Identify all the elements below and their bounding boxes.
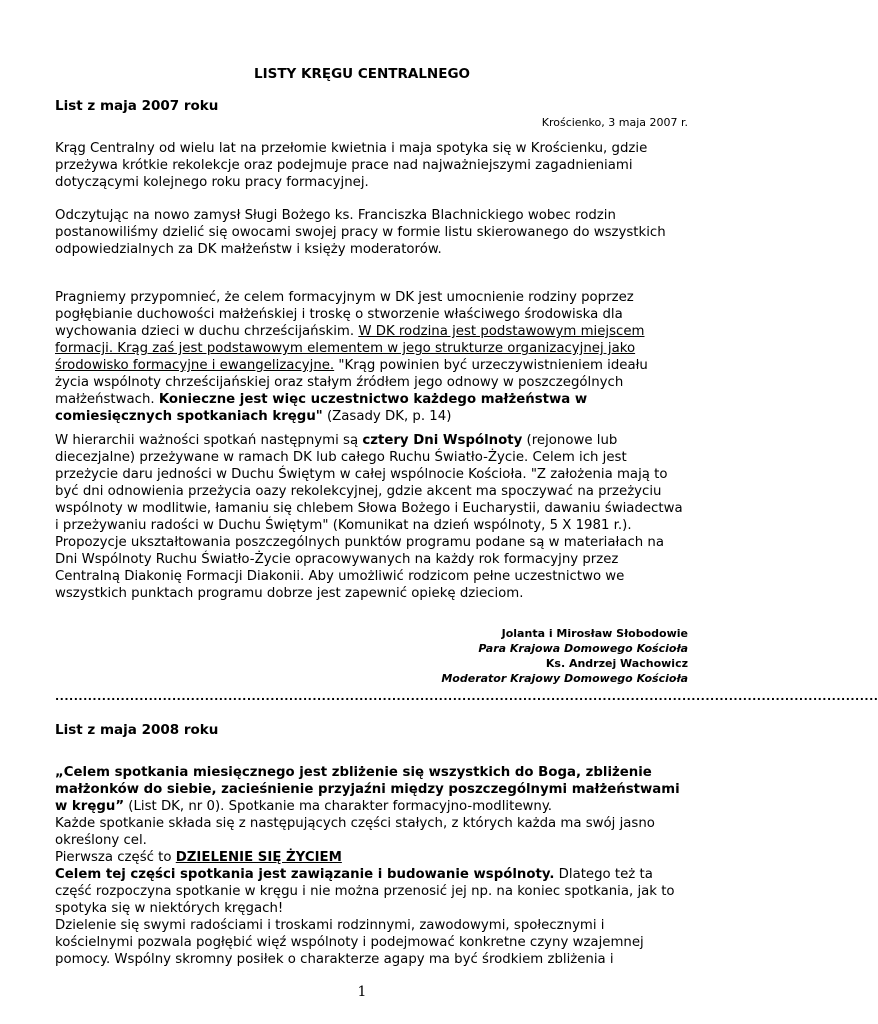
text-line: Każde spotkanie składa się z następujących części stałych, z których każda ma swój jasno: [55, 816, 655, 831]
text-line: [55, 323, 695, 340]
text-line: odpowiedzialnych za DK małżeństw i księży moderatorów.: [55, 242, 442, 257]
bold-text: comiesięcznych spotkaniach kręgu": [55, 409, 323, 424]
bold-text: cztery Dni Wspólnoty: [362, 433, 523, 448]
text-line: [55, 408, 695, 425]
text-line: pogłębianie duchowości małżeńskiej i troskę o stworzenie właściwego środowiska dla: [55, 307, 623, 322]
signature-role: Para Krajowa Domowego Kościoła: [478, 642, 688, 655]
text-span: W hierarchii ważności spotkań następnymi są: [55, 433, 363, 448]
signature-block: [441, 626, 688, 686]
signature-name-priest: Ks. Andrzej Wachowicz: [545, 657, 688, 670]
text-line: Propozycje ukształtowania poszczególnych punktów programu podane są w materiałach na: [55, 535, 664, 550]
text-line: [55, 866, 695, 883]
bold-quote-line: małżonków do siebie, zacieśnienie przyjaźni między poszczególnymi małżeństwami: [55, 782, 680, 797]
text-line: dotyczącymi kolejnego roku pracy formacyjnej.: [55, 175, 369, 190]
text-line: wspólnoty w modlitwie, łamaniu się chlebem Słowa Bożego i Eucharystii, dawaniu świadectwa: [55, 501, 683, 516]
signature-names: Jolanta i Mirosław Słobodowie: [501, 627, 688, 640]
underlined-text: formacji. Krąg zaś jest podstawowym elementem w jego strukturze organizacyjnej jako: [55, 341, 636, 356]
text-line: diecezjalne) przeżywane w ramach DK lub całego Ruchu Światło-Życie. Celem ich jest: [55, 450, 627, 465]
text-span: małżeństwach.: [55, 392, 159, 407]
signature-role-priest: Moderator Krajowy Domowego Kościoła: [441, 672, 688, 685]
text-line: życia wspólnoty chrześcijańskiej oraz stałym źródłem jego odnowy w poszczególnych: [55, 375, 624, 390]
text-line: przeżywa krótkie rekolekcje oraz podejmuje prace nad najważniejszymi zagadnieniami: [55, 158, 633, 173]
paragraph-2: [55, 207, 695, 258]
letter-2007-heading: List z maja 2007 roku: [55, 98, 219, 114]
text-span: wychowania dzieci w duchu chrześcijańskim.: [55, 324, 359, 339]
text-span: Dlatego też ta: [554, 867, 653, 882]
text-line: i przeżywaniu radości w Duchu Świętym" (Komunikat na dzień wspólnoty, 5 X 1981 r.).: [55, 518, 632, 533]
bold-text: Celem tej części spotkania jest zawiązanie i budowanie wspólnoty.: [55, 867, 555, 882]
underlined-text: W DK rodzina jest podstawowym miejscem: [358, 324, 645, 339]
text-line: [55, 432, 695, 449]
text-span: "Krąg powinien być urzeczywistnieniem ideału: [334, 358, 648, 373]
text-line: wszystkich punktach programu dobrze jest zapewnić opiekę dzieciom.: [55, 586, 524, 601]
text-line: [55, 357, 695, 374]
text-line: Dni Wspólnoty Ruchu Światło-Życie opracowywanych na każdy rok formacyjny przez: [55, 552, 619, 567]
text-line: [55, 391, 695, 408]
text-span: Pierwsza część to: [55, 850, 176, 865]
text-line: Odczytując na nowo zamysł Sługi Bożego ks. Franciszka Blachnickiego wobec rodzin: [55, 208, 616, 223]
underlined-text: środowisko formacyjne i ewangelizacyjne.: [55, 358, 335, 373]
text-line: być dni odnowienia przeżycia oazy rekolekcyjnej, gdzie akcent ma spoczywać na przeżyciu: [55, 484, 662, 499]
text-span: (Zasady DK, p. 14): [322, 409, 452, 424]
page-number: 1: [357, 984, 367, 1000]
bold-text: Konieczne jest więc uczestnictwo każdego małżeństwa w: [158, 392, 588, 407]
bold-quote-line: „Celem spotkania miesięcznego jest zbliżenie się wszystkich do Boga, zbliżenie: [55, 765, 652, 780]
bold-underlined-text: DZIELENIE SIĘ ŻYCIEM: [175, 850, 342, 865]
text-line: określony cel.: [55, 833, 147, 848]
text-line: pomocy. Wspólny skromny posiłek o charakterze agapy ma być środkiem zbliżenia i: [55, 952, 614, 967]
dateline: Krościenko, 3 maja 2007 r.: [541, 116, 688, 129]
bold-text: w kręgu”: [55, 799, 125, 814]
text-line: [55, 849, 695, 866]
text-line: postanowiliśmy dzielić się owocami swojej pracy w formie listu skierowanego do wszystkich: [55, 225, 666, 240]
text-line: Krąg Centralny od wielu lat na przełomie kwietnia i maja spotyka się w Krościenku, gdzie: [55, 141, 648, 156]
document-title: LISTY KRĘGU CENTRALNEGO: [253, 66, 470, 82]
text-span: (List DK, nr 0). Spotkanie ma charakter formacyjno-modlitewny.: [124, 799, 553, 814]
paragraph-1: [55, 140, 695, 191]
text-line: [55, 798, 695, 815]
text-line: kościelnymi pozwala pogłębić więź wspólnoty i podejmować konkretne czyny wzajemnej: [55, 935, 644, 950]
text-line: część rozpoczyna spotkanie w kręgu i nie można przenosić jej np. na koniec spotkania, jak to: [55, 884, 675, 899]
paragraph-3: [55, 289, 695, 425]
text-span: (rejonowe lub: [522, 433, 618, 448]
text-line: Dzielenie się swymi radościami i troskami rodzinnymi, zawodowymi, społecznymi i: [55, 918, 605, 933]
paragraph-4: [55, 432, 695, 602]
letter-2008-heading: List z maja 2008 roku: [55, 722, 219, 738]
text-line: Pragniemy przypomnieć, że celem formacyjnym w DK jest umocnienie rodziny poprzez: [55, 290, 634, 305]
text-line: Centralną Diakonię Formacji Diakonii. Aby umożliwić rodzicom pełne uczestnictwo we: [55, 569, 625, 584]
text-line: przeżycie daru jedności w Duchu Świętym w całej wspólnocie Kościoła. "Z założenia mają to: [55, 467, 668, 482]
dotted-separator: ................................................................................................................................................................................: [55, 690, 878, 703]
text-line: spotyka się w niektórych kręgach!: [55, 901, 284, 916]
text-line: [55, 340, 695, 357]
paragraph-2008: [55, 764, 695, 968]
